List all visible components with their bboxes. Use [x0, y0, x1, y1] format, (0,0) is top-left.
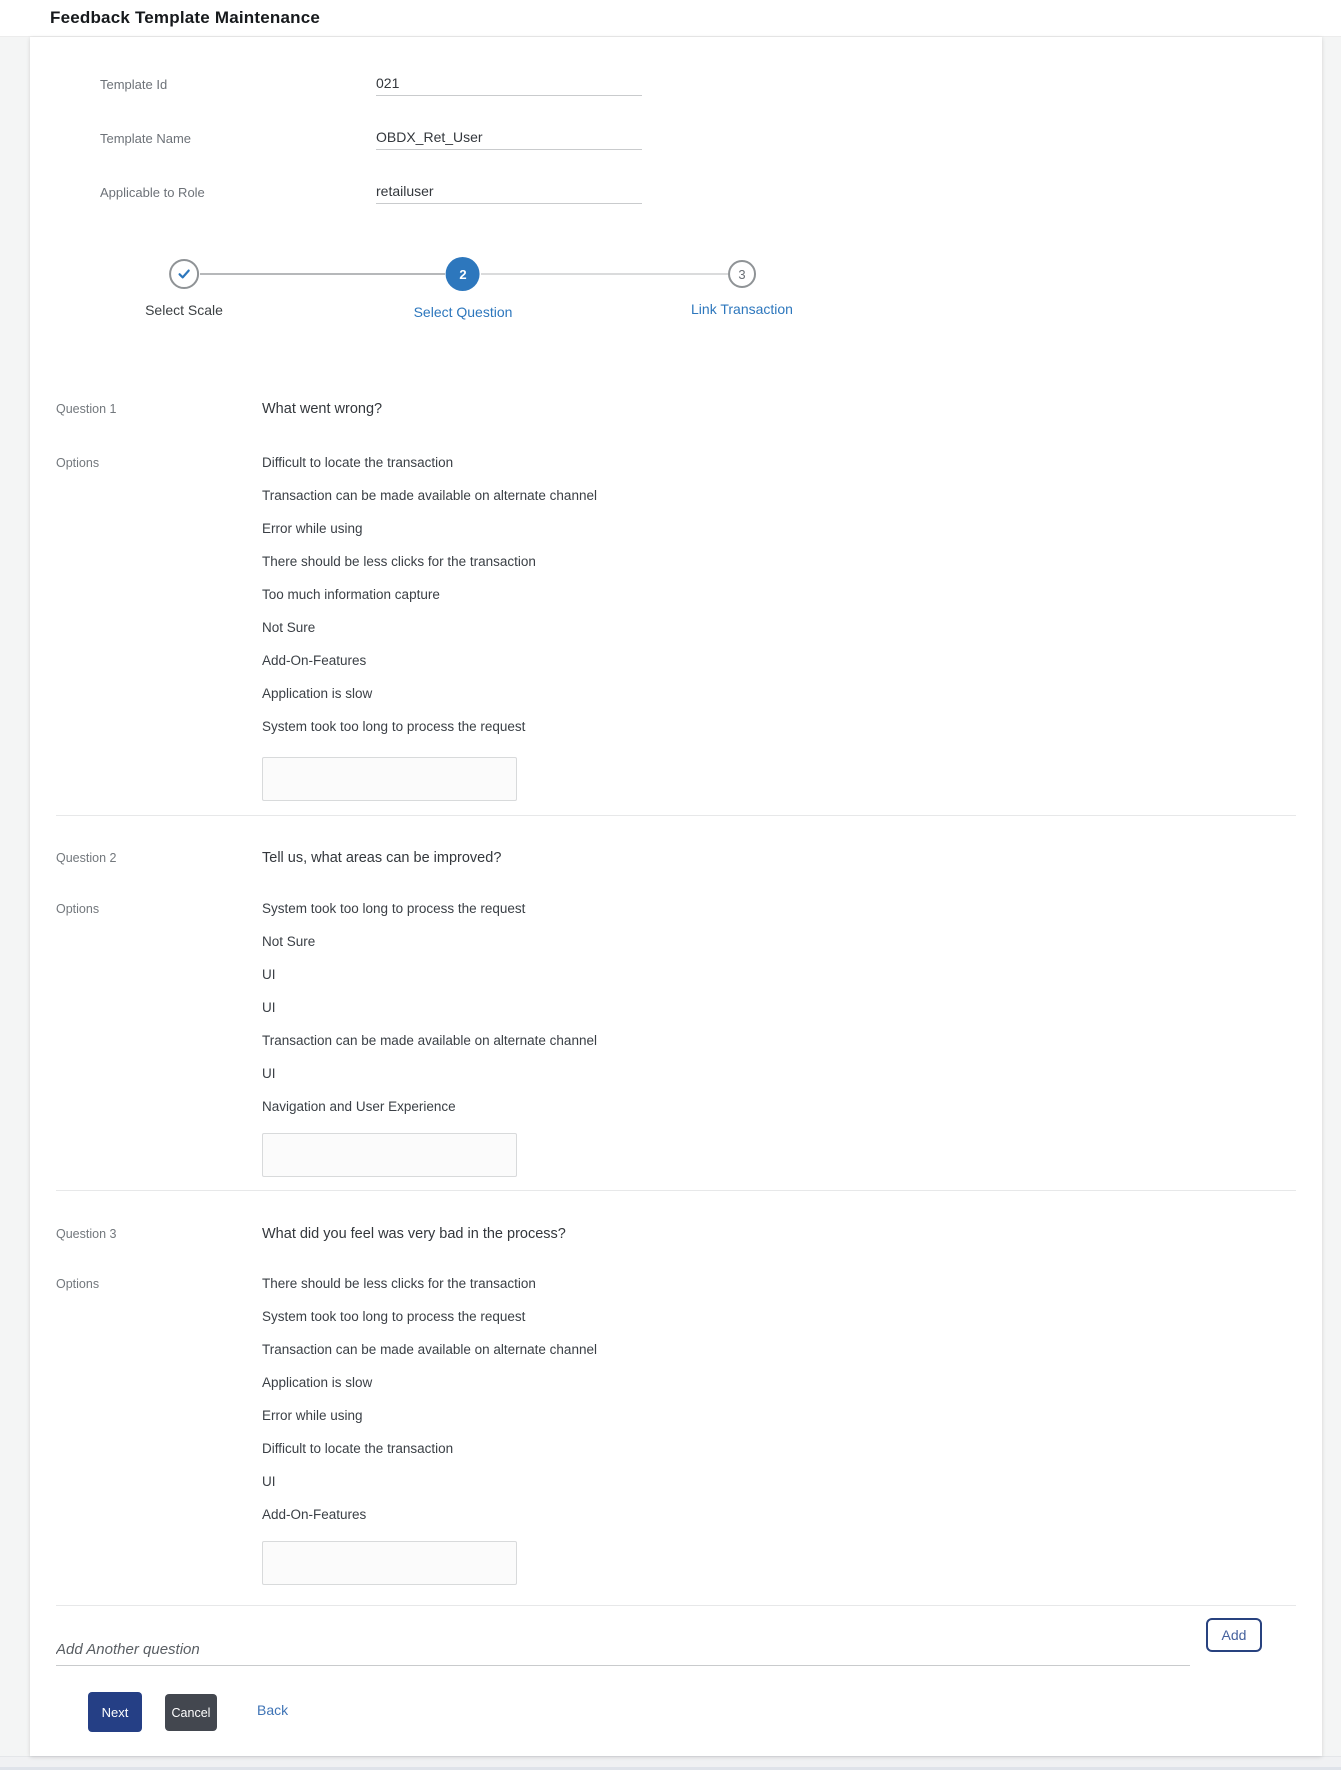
new-option-input[interactable]	[262, 1133, 517, 1177]
question-text: What went wrong?	[262, 401, 383, 417]
step-label: Select Scale	[145, 302, 223, 318]
stepper-step-link-transaction[interactable]	[691, 237, 793, 317]
option-item: Add-On-Features	[262, 1507, 367, 1522]
section-divider	[56, 1605, 1296, 1606]
options-label: Options	[56, 1277, 100, 1291]
action-buttons-row	[88, 1692, 1322, 1732]
option-item: System took too long to process the request	[262, 719, 526, 734]
section-divider	[56, 815, 1296, 816]
step-number-text: 2	[459, 266, 467, 282]
stepper-step-select-question[interactable]	[414, 237, 513, 320]
question-options-row	[30, 455, 1322, 801]
field-label: Template Id	[100, 77, 168, 92]
stepper-step-select-scale[interactable]	[145, 237, 223, 318]
question-text: Tell us, what areas can be improved?	[262, 850, 502, 866]
question-block	[30, 1226, 1322, 1585]
question-title-row	[30, 850, 1322, 867]
field-value[interactable]: retailuser	[376, 183, 642, 204]
question-options-row	[30, 1276, 1322, 1585]
template-form	[30, 37, 1322, 204]
options-list	[262, 455, 597, 801]
add-question-input[interactable]	[56, 1618, 1190, 1666]
field-label: Applicable to Role	[100, 185, 205, 200]
question-options-row	[30, 901, 1322, 1177]
option-item: Transaction can be made available on alternate channel	[262, 1342, 597, 1357]
stepper-connector	[200, 273, 445, 275]
content-card	[30, 37, 1322, 1756]
form-row	[100, 129, 1322, 150]
section-divider	[56, 1190, 1296, 1191]
wizard-stepper	[30, 237, 1322, 343]
page-title: Feedback Template Maintenance	[50, 8, 321, 27]
options-list	[262, 1276, 597, 1585]
option-item: System took too long to process the request	[262, 1309, 526, 1324]
options-label: Options	[56, 456, 100, 470]
option-item: System took too long to process the request	[262, 901, 526, 916]
next-button[interactable]: Next	[88, 1692, 142, 1732]
question-text: What did you feel was very bad in the process?	[262, 1226, 566, 1242]
step-number	[728, 260, 756, 288]
option-item: UI	[262, 1000, 276, 1015]
option-item: Error while using	[262, 521, 363, 536]
back-link[interactable]: Back	[257, 1702, 289, 1718]
add-button[interactable]: Add	[1206, 1618, 1262, 1652]
option-item: There should be less clicks for the transaction	[262, 1276, 536, 1291]
option-item: There should be less clicks for the transaction	[262, 554, 536, 569]
question-block	[30, 850, 1322, 1177]
step-number-text: 3	[738, 266, 746, 282]
new-option-input[interactable]	[262, 1541, 517, 1585]
form-row	[100, 183, 1322, 204]
add-question-row	[56, 1618, 1262, 1666]
question-title-row	[30, 401, 1322, 418]
question-number-label: Question 3	[56, 1227, 117, 1241]
options-label: Options	[56, 902, 100, 916]
step-number	[446, 257, 480, 291]
option-item: Too much information capture	[262, 587, 440, 602]
new-option-input[interactable]	[262, 757, 517, 801]
option-item: Application is slow	[262, 686, 373, 701]
option-item: UI	[262, 1066, 276, 1081]
cancel-button[interactable]: Cancel	[165, 1694, 217, 1731]
footer-bar	[0, 1756, 1341, 1770]
option-item: Difficult to locate the transaction	[262, 455, 454, 470]
option-item: Application is slow	[262, 1375, 373, 1390]
question-title-row	[30, 1226, 1322, 1243]
option-item: Not Sure	[262, 934, 316, 949]
option-item: Add-On-Features	[262, 653, 367, 668]
option-item: Not Sure	[262, 620, 316, 635]
option-item: UI	[262, 1474, 276, 1489]
option-item: Error while using	[262, 1408, 363, 1423]
field-value[interactable]: 021	[376, 75, 642, 96]
app-header	[0, 0, 1341, 37]
step-label: Select Question	[413, 304, 513, 320]
form-row	[100, 75, 1322, 96]
question-number-label: Question 2	[56, 851, 117, 865]
question-number-label: Question 1	[56, 402, 117, 416]
option-item: Navigation and User Experience	[262, 1099, 456, 1114]
option-item: UI	[262, 967, 276, 982]
field-label: Template Name	[100, 131, 192, 146]
field-value[interactable]: OBDX_Ret_User	[376, 129, 642, 150]
step-label: Link Transaction	[691, 301, 793, 317]
check-icon	[169, 259, 199, 289]
option-item: Transaction can be made available on alternate channel	[262, 1033, 597, 1048]
question-block	[30, 401, 1322, 801]
questions-section	[30, 401, 1322, 1606]
options-list	[262, 901, 597, 1177]
option-item: Transaction can be made available on alternate channel	[262, 488, 597, 503]
option-item: Difficult to locate the transaction	[262, 1441, 454, 1456]
